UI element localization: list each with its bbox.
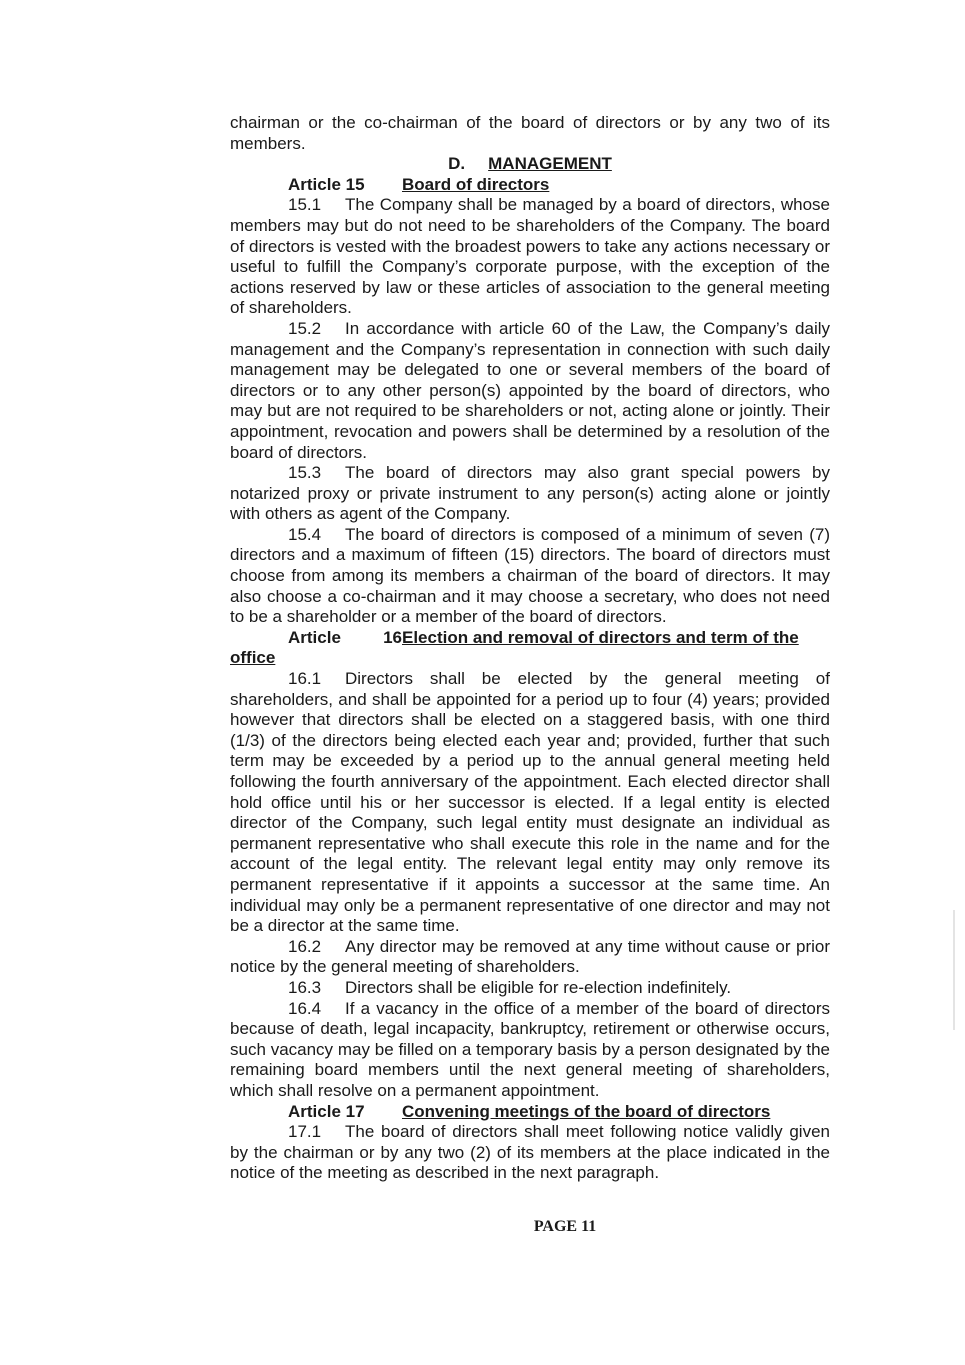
document-page [230,113,830,1184]
article-15-number: Article 15 [288,174,365,194]
section-title: MANAGEMENT [488,154,612,174]
page-number: PAGE 11 [533,1218,597,1235]
section-heading [230,154,830,175]
paragraph-16-4 [230,999,830,1102]
clause-text: If a vacancy in the office of a member of the board of directors because of death, legal incapacity, bankruptcy, retirement or otherwise occurs, such vacancy may be filled on a temporary basis by a person designated by the remaining board members until the next general meeting of shareholders, which shall resolve on a permanent appointment. [230,998,830,1100]
clause-number: 16.2 [288,936,322,956]
article-16-number: Article 16 [288,627,402,647]
clause-number: 16.4 [288,998,322,1018]
paragraph-16-3 [230,978,830,999]
paragraph-15-3 [230,463,830,525]
clause-number: 15.3 [288,463,322,483]
article-16-title: Election and removal of directors and term of the [402,627,799,647]
paragraph-16-2 [230,937,830,978]
clause-number: 16.3 [288,977,322,997]
clause-text: Directors shall be elected by the general meeting of shareholders, and shall be appointed for a period up to four (4) years; provided however that directors shall be elected on a staggered basis, with one third (1/3) of the directors being elected each year and; provided, further that such term may be exceeded by a period up to the annual general meeting held following the fourth anniversary of the appointment. Each elected director shall hold office until his or her successor is elected. If a legal entity is elected director of the Company, such legal entity must designate an individual as permanent representative who shall execute this role in the name and for the account of the legal entity. The relevant legal entity may only remove its permanent representative if it appoints a successor at the same time. An individual may only be a permanent representative of one director and may not be a director at the same time. [230,669,830,936]
clause-number: 16.1 [288,669,322,689]
clause-text: The board of directors is composed of a minimum of seven (7) directors and a maximum of fifteen (15) directors. The board of directors must choose from among its members a chairman of the board of directors. It may also choose a co-chairman and it may choose a secretary, who does not need to be a shareholder or a member of the board of directors. [230,524,830,627]
paragraph-15-2 [230,319,830,463]
clause-number: 15.4 [288,524,322,544]
paragraph-15-4 [230,525,830,628]
paragraph-15-1 [230,195,830,319]
article-15-title: Board of directors [402,174,550,194]
clause-text: The board of directors shall meet following notice validly given by the chairman or by any two (2) of its members at the place indicated in the notice of the meeting as described in the next paragraph. [230,1122,830,1183]
article-16-heading [230,628,830,649]
article-16-title-continued: office [230,648,276,668]
scan-edge-mark [953,910,955,1030]
clause-number: 17.1 [288,1122,322,1142]
article-17-heading [230,1102,830,1123]
clause-text: Directors shall be eligible for re-election indefinitely. [345,977,732,997]
clause-text: The board of directors may also grant special powers by notarized proxy or private instrument to any person(s) acting alone or jointly with others as agent of the Company. [230,463,830,524]
clause-number: 15.1 [288,195,322,215]
clause-text: Any director may be removed at any time without cause or prior notice by the general meeting of shareholders. [230,936,830,977]
clause-text: The Company shall be managed by a board of directors, whose members may but do not need to be shareholders of the Company. The board of directors is vested with the broadest powers to take any actions necessary or useful to fulfill the Company’s corporate purpose, with the exception of the actions reserved by law or these articles of association to the general meeting of shareholders. [230,195,830,318]
section-letter: D. [448,154,466,174]
paragraph-17-1 [230,1122,830,1184]
clause-text: In accordance with article 60 of the Law, the Company’s daily management and the Company’s representation in connection with such daily management may be delegated to one or several members of the board of directors or to any other person(s) appointed by the board of directors, who may but are not required to be shareholders or not, acting alone or jointly. Their appointment, revocation and powers shall be determined by a resolution of the board of directors. [230,318,830,462]
intro-paragraph: chairman or the co-chairman of the board of directors or by any two of its members. [230,113,830,153]
article-17-title: Convening meetings of the board of directors [402,1101,771,1121]
clause-number: 15.2 [288,318,322,338]
paragraph-16-1 [230,669,830,937]
article-17-number: Article 17 [288,1101,365,1121]
article-15-heading [230,175,830,196]
